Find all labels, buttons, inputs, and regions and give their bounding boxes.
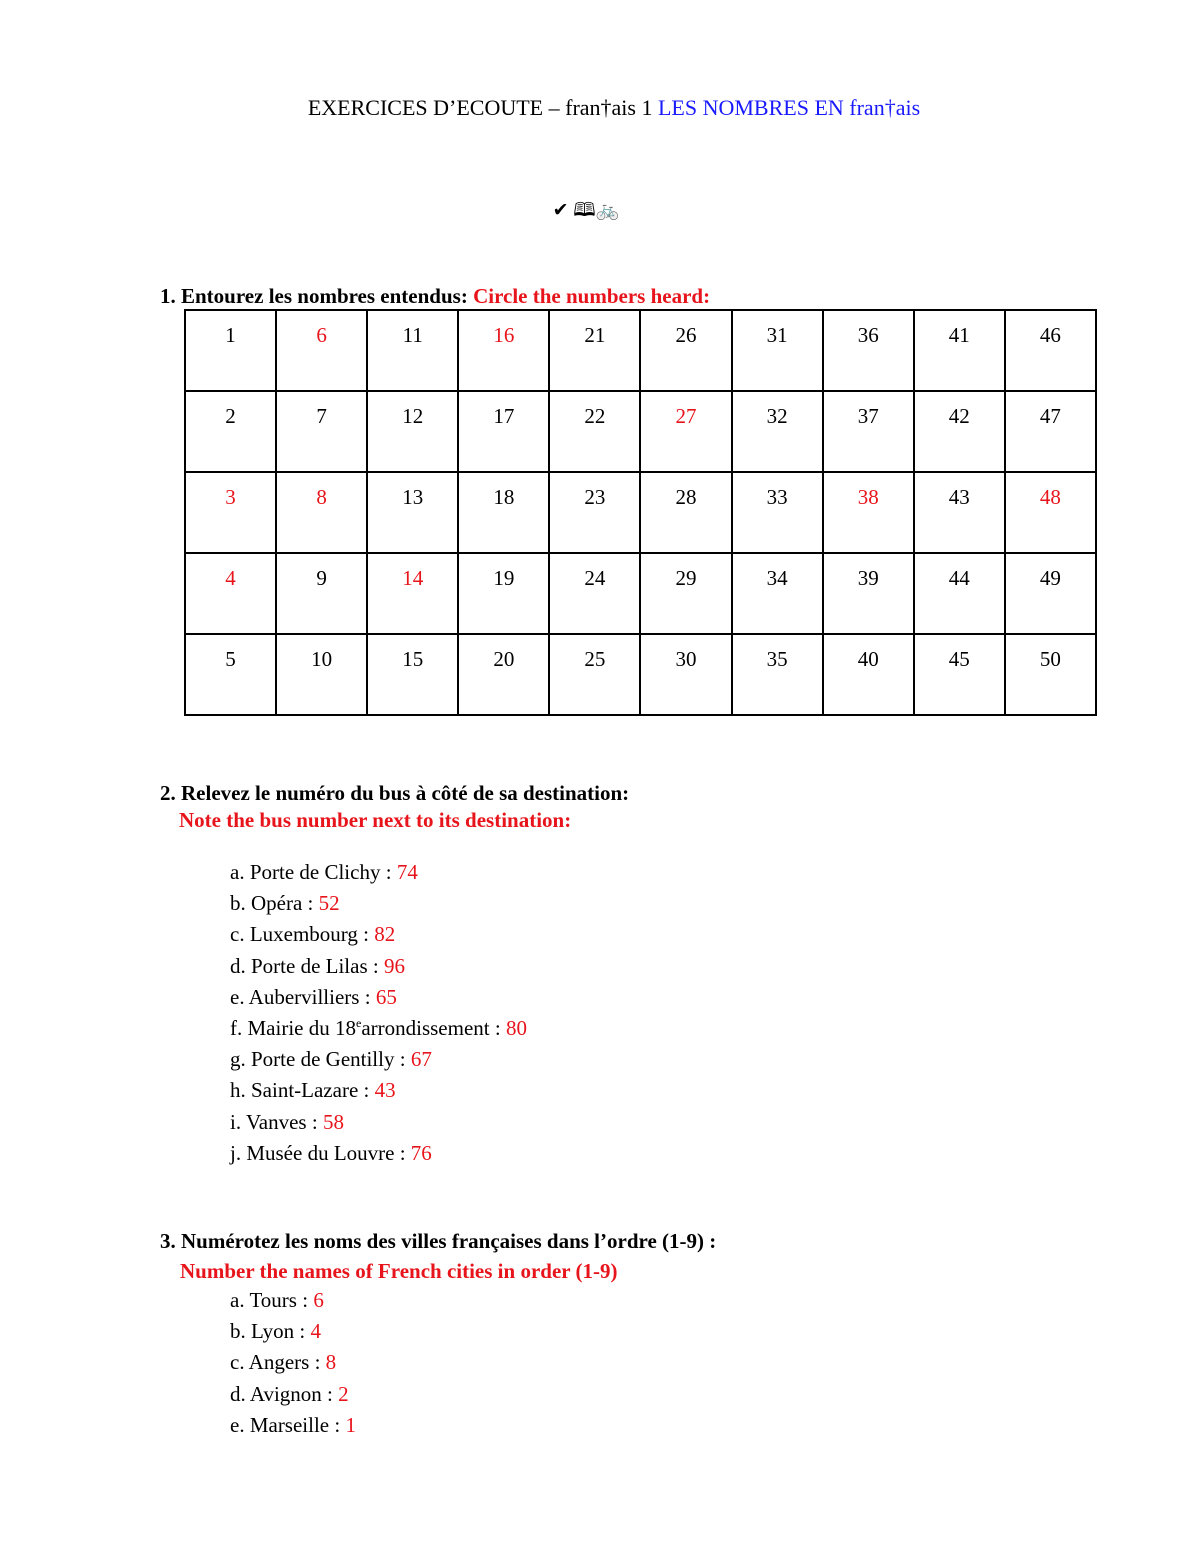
item-answer: 74 — [396, 860, 418, 884]
item-label: d. Avignon : — [230, 1381, 339, 1406]
grid-cell: 12 — [367, 391, 458, 472]
item-answer: 96 — [383, 953, 405, 978]
grid-cell: 9 — [276, 553, 367, 634]
grid-cell: 24 — [549, 553, 640, 634]
grid-cell: 48 — [1005, 472, 1096, 553]
grid-cell: 23 — [549, 472, 640, 553]
item-label: e. Marseille : — [230, 1412, 346, 1437]
list-item — [230, 919, 527, 950]
title-black: EXERCICES D’ECOUTE – fran†ais 1 — [307, 95, 653, 120]
grid-row — [185, 553, 1096, 634]
grid-cell: 27 — [640, 391, 731, 472]
grid-cell: 30 — [640, 634, 731, 715]
section3-translation: Number the names of French cities in order (1-9) — [180, 1259, 618, 1283]
item-label: c. Luxembourg : — [230, 922, 375, 947]
list-item — [230, 951, 527, 982]
grid-row — [185, 472, 1096, 553]
item-answer: 52 — [318, 891, 340, 916]
grid-cell: 33 — [732, 472, 823, 553]
grid-cell: 31 — [732, 310, 823, 391]
grid-cell: 37 — [823, 391, 914, 472]
item-label: d. Porte de Lilas : — [230, 953, 384, 978]
item-answer: 67 — [410, 1047, 432, 1072]
grid-cell: 34 — [732, 553, 823, 634]
item-answer: 76 — [410, 1140, 432, 1165]
grid-cell: 40 — [823, 634, 914, 715]
section2-translation: Note the bus number next to its destination: — [179, 808, 572, 832]
list-item — [230, 1285, 356, 1316]
item-answer: 80 — [505, 1015, 527, 1040]
grid-cell: 5 — [185, 634, 276, 715]
section2-heading: 2. Relevez le numéro du bus à côté de sa destination: — [160, 781, 630, 805]
grid-cell: 1 — [185, 310, 276, 391]
grid-cell: 49 — [1005, 553, 1096, 634]
item-label-after: arrondissement : — [361, 1015, 506, 1040]
bus-destination-list — [230, 857, 527, 1169]
list-item — [230, 1347, 356, 1378]
item-answer: 43 — [374, 1078, 396, 1103]
list-item — [230, 1044, 527, 1075]
list-item — [230, 1138, 527, 1169]
grid-cell: 38 — [823, 472, 914, 553]
grid-cell: 14 — [367, 553, 458, 634]
grid-cell: 2 — [185, 391, 276, 472]
city-order-list — [230, 1285, 356, 1441]
grid-cell: 7 — [276, 391, 367, 472]
item-label: a. Tours : — [230, 1288, 314, 1312]
grid-cell: 44 — [914, 553, 1005, 634]
grid-cell: 47 — [1005, 391, 1096, 472]
item-answer: 82 — [374, 922, 396, 947]
item-answer: 58 — [322, 1109, 344, 1134]
section3-heading: 3. Numérotez les noms des villes françaises dans l’ordre (1-9) : — [160, 1229, 717, 1253]
page-title — [0, 95, 1200, 121]
grid-cell: 16 — [458, 310, 549, 391]
item-answer: 6 — [313, 1288, 324, 1312]
item-label: f. Mairie du 18 — [230, 1015, 356, 1040]
grid-cell: 39 — [823, 553, 914, 634]
item-label: j. Musée du Louvre : — [230, 1140, 411, 1165]
decorative-symbols: ✔ 🕮🚲 — [552, 200, 620, 221]
grid-cell: 3 — [185, 472, 276, 553]
list-item — [230, 1107, 527, 1138]
item-label: e. Aubervilliers : — [230, 984, 376, 1009]
item-label: i. Vanves : — [230, 1109, 323, 1134]
item-label: b. Opéra : — [230, 891, 319, 916]
grid-cell: 36 — [823, 310, 914, 391]
item-label: g. Porte de Gentilly : — [230, 1047, 411, 1072]
grid-cell: 11 — [367, 310, 458, 391]
grid-cell: 26 — [640, 310, 731, 391]
grid-cell: 32 — [732, 391, 823, 472]
item-answer: 65 — [375, 984, 397, 1009]
grid-cell: 42 — [914, 391, 1005, 472]
grid-cell: 25 — [549, 634, 640, 715]
item-label: h. Saint-Lazare : — [230, 1078, 375, 1103]
list-item — [230, 1013, 527, 1044]
item-answer: 2 — [338, 1381, 349, 1406]
grid-cell: 45 — [914, 634, 1005, 715]
item-answer: 1 — [345, 1412, 356, 1437]
grid-cell: 28 — [640, 472, 731, 553]
grid-cell: 43 — [914, 472, 1005, 553]
grid-cell: 22 — [549, 391, 640, 472]
list-item — [230, 888, 527, 919]
grid-row — [185, 634, 1096, 715]
section1-translation: Circle the numbers heard: — [473, 284, 711, 308]
section1-heading-text: 1. Entourez les nombres entendus: — [160, 284, 468, 308]
list-item — [230, 1410, 356, 1441]
grid-cell: 35 — [732, 634, 823, 715]
list-item — [230, 857, 527, 888]
grid-row — [185, 391, 1096, 472]
item-label: a. Porte de Clichy : — [230, 860, 397, 884]
item-label: c. Angers : — [230, 1350, 326, 1375]
list-item — [230, 1379, 356, 1410]
numbers-grid — [184, 309, 1097, 716]
grid-cell: 41 — [914, 310, 1005, 391]
list-item — [230, 982, 527, 1013]
grid-cell: 6 — [276, 310, 367, 391]
grid-cell: 15 — [367, 634, 458, 715]
grid-cell: 4 — [185, 553, 276, 634]
item-answer: 8 — [325, 1350, 337, 1375]
section1-heading — [160, 284, 710, 309]
grid-cell: 46 — [1005, 310, 1096, 391]
grid-row — [185, 310, 1096, 391]
list-item — [230, 1075, 527, 1106]
item-label: b. Lyon : — [230, 1319, 311, 1344]
grid-cell: 21 — [549, 310, 640, 391]
grid-cell: 18 — [458, 472, 549, 553]
grid-cell: 50 — [1005, 634, 1096, 715]
grid-cell: 8 — [276, 472, 367, 553]
item-answer: 4 — [310, 1319, 322, 1344]
grid-cell: 29 — [640, 553, 731, 634]
grid-cell: 19 — [458, 553, 549, 634]
grid-cell: 10 — [276, 634, 367, 715]
grid-cell: 13 — [367, 472, 458, 553]
title-blue: LES NOMBRES EN fran†ais — [657, 95, 921, 120]
list-item — [230, 1316, 356, 1347]
grid-cell: 20 — [458, 634, 549, 715]
grid-cell: 17 — [458, 391, 549, 472]
item-superscript: e — [355, 1015, 362, 1030]
